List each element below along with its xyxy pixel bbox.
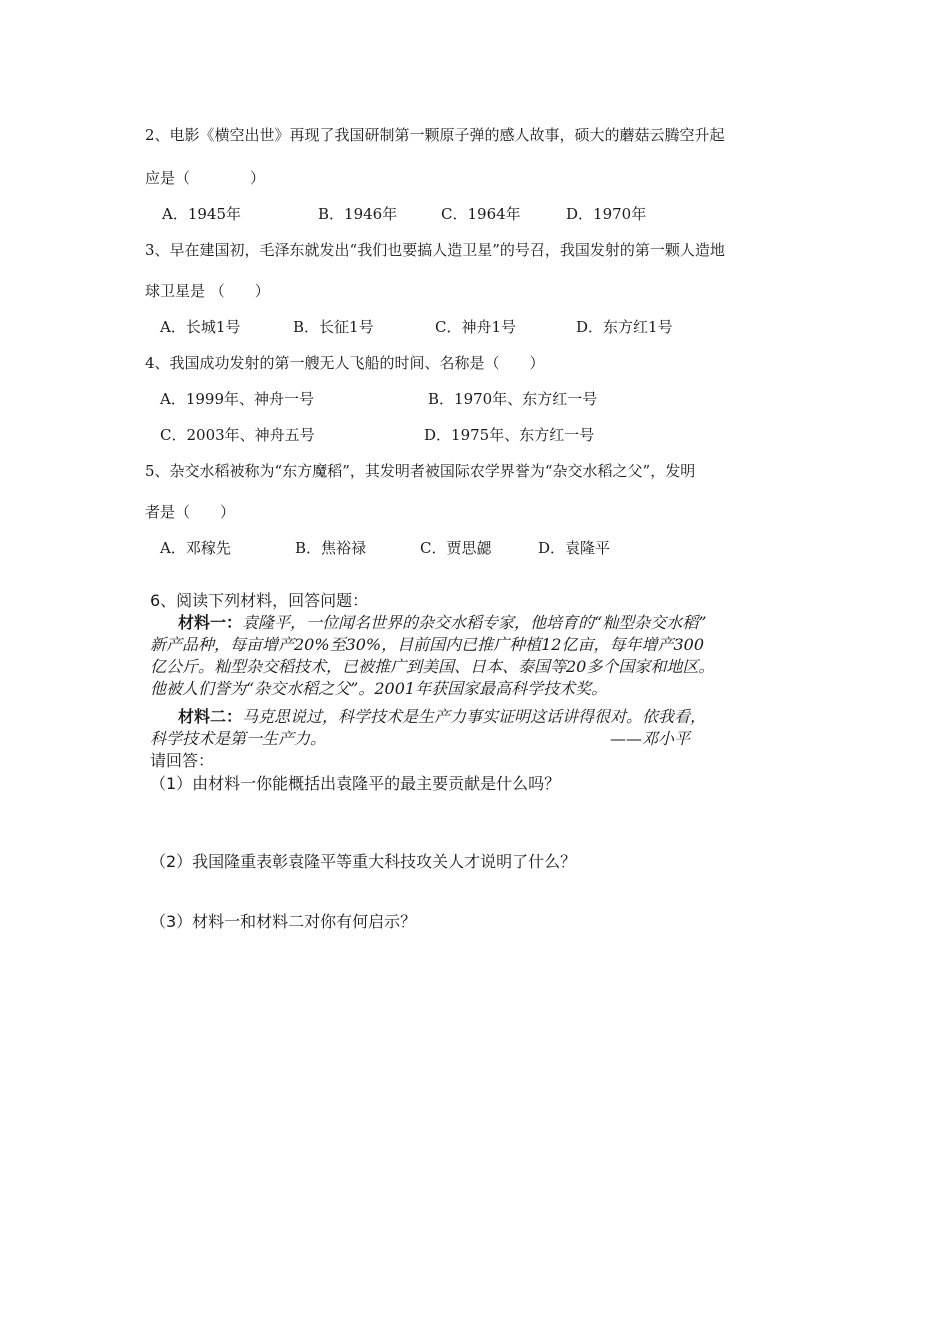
sub-question-3: （3）材料一和材料二对你有何启示？ xyxy=(150,912,417,931)
material1-text1: 袁隆平，一位闻名世界的杂交水稻专家，他培育的“籼型杂交水稻” xyxy=(242,613,707,632)
q2-stem-line2: 应是（ ） xyxy=(145,169,266,187)
q4-option-a: A．1999年、神舟一号 xyxy=(160,390,315,408)
q6-title: 6、阅读下列材料，回答问题： xyxy=(150,591,369,610)
q5-option-d: D．袁隆平 xyxy=(538,539,611,557)
sub-question-1: （1）由材料一你能概括出袁隆平的最主要贡献是什么吗？ xyxy=(150,774,561,793)
q4-option-b: B．1970年、东方红一号 xyxy=(428,390,598,408)
q2-stem-line1: 2、电影《横空出世》再现了我国研制第一颗原子弹的感人故事，硕大的蘑菇云腾空升起 xyxy=(145,126,725,144)
q4-stem: 4、我国成功发射的第一艘无人飞船的时间、名称是（ ） xyxy=(145,354,545,372)
material1-line1 xyxy=(178,612,706,634)
material2-line2: 科学技术是第一生产力。 xyxy=(150,729,327,748)
q2-option-a: A．1945年 xyxy=(162,205,242,223)
material1-line4: 他被人们誉为“杂交水稻之父”。2001年获国家最高科学技术奖。 xyxy=(150,679,608,698)
q2-option-c: C．1964年 xyxy=(441,205,521,223)
q2-option-d: D．1970年 xyxy=(566,205,647,223)
q3-option-c: C．神舟1号 xyxy=(435,318,517,336)
q3-option-b: B．长征1号 xyxy=(293,318,374,336)
sub-question-2: （2）我国隆重表彰袁隆平等重大科技攻关人才说明了什么？ xyxy=(150,852,577,871)
q2-option-b: B．1946年 xyxy=(318,205,398,223)
q5-stem-line1: 5、杂交水稻被称为“东方魔稻”，其发明者被国际农学界誉为“杂交水稻之父”，发明 xyxy=(145,462,696,480)
answer-prompt: 请回答： xyxy=(150,751,215,770)
material1-label: 材料一： xyxy=(178,613,243,632)
q3-stem-line1: 3、早在建国初，毛泽东就发出“我们也要搞人造卫星”的号召，我国发射的第一颗人造地 xyxy=(145,241,725,259)
material1-line2: 新产品种，每亩增产20%至30%，目前国内已推广种植12亿亩，每年增产300 xyxy=(150,635,705,654)
q3-option-d: D．东方红1号 xyxy=(576,318,673,336)
q4-option-c: C．2003年、神舟五号 xyxy=(160,426,315,444)
material2-text1: 马克思说过，科学技术是生产力事实证明这话讲得很对。依我看， xyxy=(242,707,707,726)
q3-option-a: A．长城1号 xyxy=(160,318,241,336)
material2-line1 xyxy=(178,706,706,728)
q5-option-b: B．焦裕禄 xyxy=(295,539,367,557)
q5-option-c: C．贾思勰 xyxy=(420,539,492,557)
material1-line3: 亿公斤。籼型杂交稻技术，已被推广到美国、日本、泰国等20多个国家和地区。 xyxy=(150,657,715,676)
material2-author: ——邓小平 xyxy=(610,729,691,748)
q5-option-a: A．邓稼先 xyxy=(160,539,231,557)
q5-stem-line2: 者是（ ） xyxy=(145,503,236,521)
material2-label: 材料二： xyxy=(178,707,243,726)
q3-stem-line2: 球卫星是 （ ） xyxy=(145,282,270,300)
q4-option-d: D．1975年、东方红一号 xyxy=(424,426,595,444)
